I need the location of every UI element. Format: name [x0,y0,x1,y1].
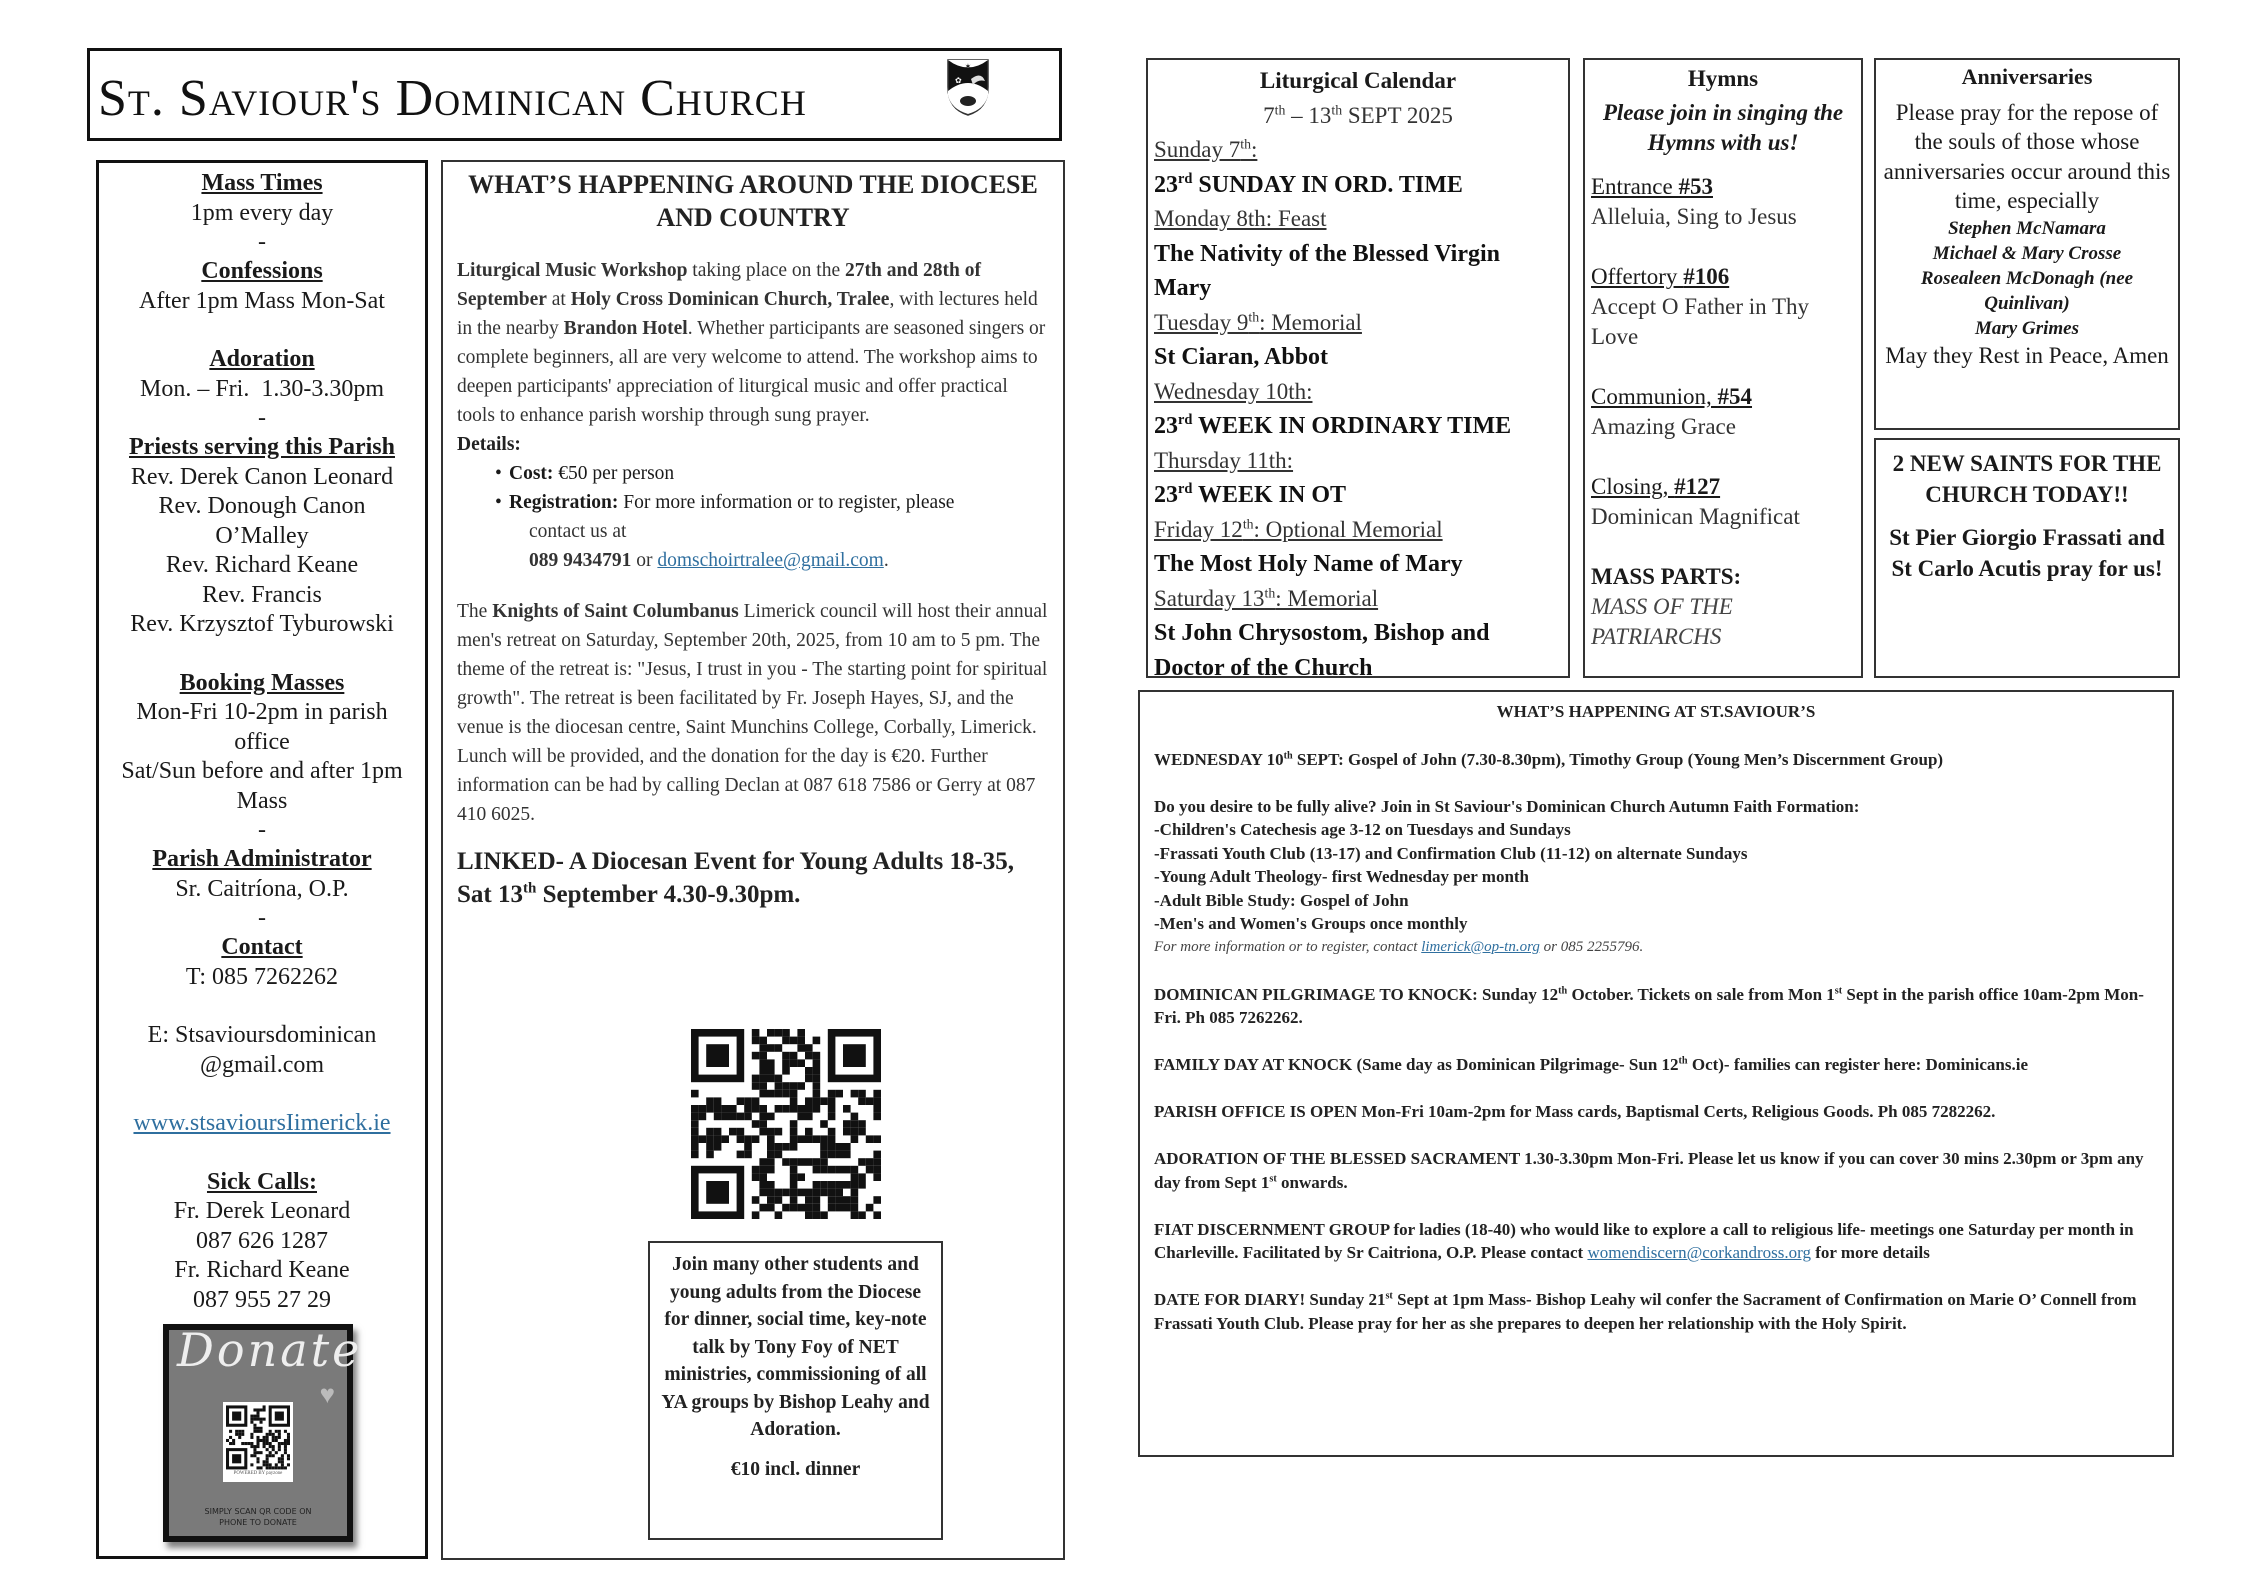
formation-contact: For more information or to register, contact limerick@op-tn.org or 085 2255796. [1154,938,1644,955]
contact-phone: T: 085 7262262 [185,963,339,990]
mass-parts-value: MASS OF THE PATRIARCHS [1591,594,1733,649]
workshop-phone: 089 9434791 [529,550,632,571]
booking-line: Mass [236,787,288,814]
calendar-day: Tuesday 9th: Memorial [1154,308,1362,335]
formation-item: -Children's Catechesis age 3-12 on Tuesdays and Sundays [1154,820,1571,839]
calendar-day: Thursday 11th: [1154,447,1294,473]
sick-call-line: Fr. Richard Keane [174,1257,350,1283]
st-saviours-news-title: WHAT’S HAPPENING AT ST.SAVIOUR’S [1496,702,1816,721]
news-diary: DATE FOR DIARY! Sunday 21st Sept at 1pm Mass- Bishop Leahy wil confer the Sacrament of Confirmation on Marie O’ Connell from Frassati Youth Club. Please pray for her as she prepares to deepen her relationship with the Holy Spirit. [1154,1290,2137,1333]
new-saints-title: 2 NEW SAINTS FOR THE CHURCH TODAY!! [1892,451,2162,507]
knights-name: Knights of Saint Columbanus [492,601,739,622]
parish-info-panel [96,160,428,1559]
hymn-item: Offertory #106 Accept O Father in Thy Love [1591,264,1810,349]
ya-event-price: €10 incl. dinner [730,1458,861,1480]
registration-contact: 089 9434791 or domschoirtralee@gmail.com. [529,550,889,571]
separator: - [258,817,266,843]
st-saviours-news-panel [1138,690,2174,1457]
priests-heading: Priests serving this Parish [129,434,395,460]
booking-line: Sat/Sun before and after 1pm [121,758,403,784]
calendar-day: Wednesday 10th: [1154,378,1313,404]
adoration-value: Mon. – Fri. 1.30-3.30pm [139,375,384,402]
knights-paragraph: The Knights of Saint Columbanus Limerick council will host their annual men's retreat on Saturday, September 20th, 2025, from 10 am to 5 pm. The theme of the retreat is: "Jesus, I trust in you - The starting point for spiritual growth". The retreat is been facilitated by Fr. Joseph Hayes, SJ, and the venue is the diocesan centre, Saint Munchins College, Corbally, Limerick. Lunch will be provided, and the donation for the day is €20. Further information can be had by calling Declan at 087 618 7586 or Gerry at 087 410 6025. [457,601,1048,825]
calendar-title: Liturgical Calendar [1259,68,1457,93]
donate-title: Donate [177,1323,363,1377]
news-family-day: FAMILY DAY AT KNOCK (Same day as Dominican Pilgrimage- Sun 12th Oct)- families can register here: Dominicans.ie [1154,1055,2028,1074]
mass-times-value: 1pm every day [190,199,334,226]
calendar-day: Saturday 13th: Memorial [1154,584,1379,611]
workshop-venue: Holy Cross Dominican Church, Tralee [570,289,890,310]
website-link[interactable]: www.stsavioursIimerick.ie [133,1110,391,1136]
sick-call-line: 087 955 27 29 [193,1286,331,1313]
donate-qr-code[interactable] [223,1402,293,1482]
priest-name: Rev. Krzysztof Tyburowski [130,611,394,637]
priest-name: Rev. Francis [202,581,322,608]
powered-by-label: POWERED BY payzone [233,1471,283,1476]
calendar-feast: 23rd WEEK IN OT [1154,481,1347,508]
registration-cont: contact us at [529,521,627,542]
anniversary-name: Stephen McNamara [1948,217,2106,239]
anniversary-name: Rosealeen McDonagh (nee Quinlivan) [1920,267,2134,314]
sick-call-line: Fr. Derek Leonard [173,1198,351,1224]
calendar-day: Sunday 7th: [1154,136,1258,162]
anniversaries-closing: May they Rest in Peace, Amen [1885,342,2169,368]
sick-call-line: 087 626 1287 [196,1227,328,1254]
confessions-value: After 1pm Mass Mon-Sat [139,287,385,314]
calendar-range: 7th – 13th SEPT 2025 [1263,101,1453,128]
cost-item: • Cost: €50 per person [509,459,1049,488]
confessions-heading: Confessions [201,258,323,284]
priest-name: Rev. Derek Canon Leonard [130,463,394,490]
adoration-heading: Adoration [209,346,315,372]
hymns-subtitle: Please join in singing the Hymns with us! [1602,100,1844,155]
donate-caption: SIMPLY SCAN QR CODE ON [204,1507,312,1516]
booking-line: office [234,728,290,755]
anniversary-name: Mary Grimes [1975,317,2079,339]
anniversaries-intro: Please pray for the repose of the souls of those whose anniversaries occur around this time, especially [1883,99,2171,213]
newsletter-header [87,48,1062,141]
workshop-paragraph: Liturgical Music Workshop taking place on the 27th and 28th of September at Holy Cross Dominican Church, Tralee, with lectures held in the nearby Brandon Hotel. Whether participants are seasoned singers or complete beginners, all are very welcome to attend. The workshop aims to deepen participants' appreciation of liturgical music and offer practical tools to enhance parish worship through sung prayer. [457,260,1046,426]
priest-name: Rev. Richard Keane [165,552,359,578]
workshop-email-link[interactable]: domschoirtralee@gmail.com [657,550,884,571]
svg-text:✿: ✿ [955,76,962,85]
workshop-hotel: Brandon Hotel [563,318,688,339]
donate-poster [163,1323,363,1542]
young-adults-event-box [648,1241,943,1540]
calendar-feast: St John Chrysostom, Bishop and Doctor of the Church [1154,620,1490,681]
administrator-name: Sr. Caitríona, O.P. [175,875,349,902]
news-fiat: FIAT DISCERNMENT GROUP for ladies (18-40) who would like to explore a call to religious life- meetings one Saturday per month in Charleville. Facilitated by Sr Caitriona, O.P. Please contact womendiscern@corkandross.org for more details [1154,1219,2134,1262]
news-adoration: ADORATION OF THE BLESSED SACRAMENT 1.30-3.30pm Mon-Fri. Please let us know if you can cover 30 mins 2.30pm or 3pm any day from Sept 1st onwards. [1154,1149,2144,1192]
anniversaries-title: Anniversaries [1961,64,2093,89]
hymn-item: Closing, #127 Dominican Magnificat [1591,474,1800,529]
donate-caption: PHONE TO DONATE [219,1518,297,1527]
formation-email-link[interactable]: limerick@op-tn.org [1421,938,1540,955]
formation-item: -Young Adult Theology- first Wednesday per month [1154,867,1530,886]
hymn-item: Entrance #53 Alleluia, Sing to Jesus [1591,174,1797,229]
calendar-feast: St Ciaran, Abbot [1154,344,1329,370]
registration-item: • Registration: For more information or to register, please [509,488,1049,517]
dominican-crest-icon [945,57,991,117]
priest-name: Rev. Donough Canon [158,493,366,519]
calendar-feast: 23rd WEEK IN ORDINARY TIME [1154,412,1512,439]
liturgical-calendar-panel [1146,58,1570,681]
formation-item: -Adult Bible Study: Gospel of John [1154,890,1409,910]
news-parish-office: PARISH OFFICE IS OPEN Mon-Fri 10am-2pm for Mass cards, Baptismal Certs, Religious Goods. Ph 085 7282262. [1154,1102,1996,1121]
event-qr-code[interactable] [691,1029,881,1219]
linked-event-heading: LINKED- A Diocesan Event for Young Adults 18-35, Sat 13th September 4.30-9.30pm. [457,848,1015,908]
calendar-day: Friday 12th: Optional Memorial [1154,515,1443,542]
contact-heading: Contact [221,934,303,960]
new-saints-panel [1874,438,2180,678]
heart-hand-icon: ♥ [319,1380,335,1409]
booking-heading: Booking Masses [179,669,345,696]
hymn-item: Communion, #54 Amazing Grace [1591,384,1753,439]
contact-email: E: Stsavioursdominican [147,1022,377,1048]
anniversaries-panel [1874,58,2180,430]
booking-line: Mon-Fri 10-2pm in parish [136,699,388,725]
details-list [457,459,1049,517]
administrator-heading: Parish Administrator [152,846,372,872]
news-wednesday: WEDNESDAY 10th SEPT: Gospel of John (7.30-8.30pm), Timothy Group (Young Men’s Discernment Group) [1154,749,1944,769]
formation-intro: Do you desire to be fully alive? Join in St Saviour's Dominican Church Autumn Faith Formation: [1154,796,1860,816]
svg-text:✶: ✶ [964,62,972,71]
sick-calls-heading: Sick Calls: [206,1168,317,1195]
new-saints-text: St Pier Giorgio Frassati and St Carlo Acutis pray for us! [1889,525,2165,581]
formation-item: -Men's and Women's Groups once monthly [1154,914,1468,933]
anniversary-name: Michael & Mary Crosse [1932,242,2122,264]
details-label: Details: [457,434,521,455]
news-pilgrimage: DOMINICAN PILGRIMAGE TO KNOCK: Sunday 12th October. Tickets on sale from Mon 1st Sept in the parish office 10am-2pm Mon-Fri. Ph 085 7262262. [1154,984,2144,1027]
ya-event-text: Join many other students and young adults from the Diocese for dinner, social time, key-note talk by Tony Foy of NET ministries, commissioning of all YA groups by Bishop Leahy and Adoration. [661,1254,930,1440]
calendar-feast: The Nativity of the Blessed Virgin Mary [1154,240,1500,301]
diocese-news-title: WHAT’S HAPPENING AROUND THE DIOCESE AND COUNTRY [468,170,1038,232]
calendar-day: Monday 8th: Feast [1154,206,1327,231]
mass-parts-label: MASS PARTS: [1591,564,1742,589]
hymns-title: Hymns [1687,66,1759,91]
separator: - [258,229,266,255]
separator: - [258,405,266,431]
workshop-name: Liturgical Music Workshop [457,260,688,281]
separator: - [258,905,266,931]
workshop-dates: 27th and 28th of September [457,260,981,310]
calendar-feast: 23rd SUNDAY IN ORD. TIME [1154,170,1463,198]
contact-email-domain: @gmail.com [199,1051,325,1078]
hymns-panel [1583,58,1863,678]
priest-name: O’Malley [215,522,309,549]
fiat-email-link[interactable]: womendiscern@corkandross.org [1587,1243,1811,1262]
formation-item: -Frassati Youth Club (13-17) and Confirmation Club (11-12) on alternate Sundays [1154,843,1748,863]
church-title: St. Saviour's Dominican Church [98,70,807,127]
calendar-feast: The Most Holy Name of Mary [1154,551,1463,577]
mass-times-heading: Mass Times [201,170,323,196]
